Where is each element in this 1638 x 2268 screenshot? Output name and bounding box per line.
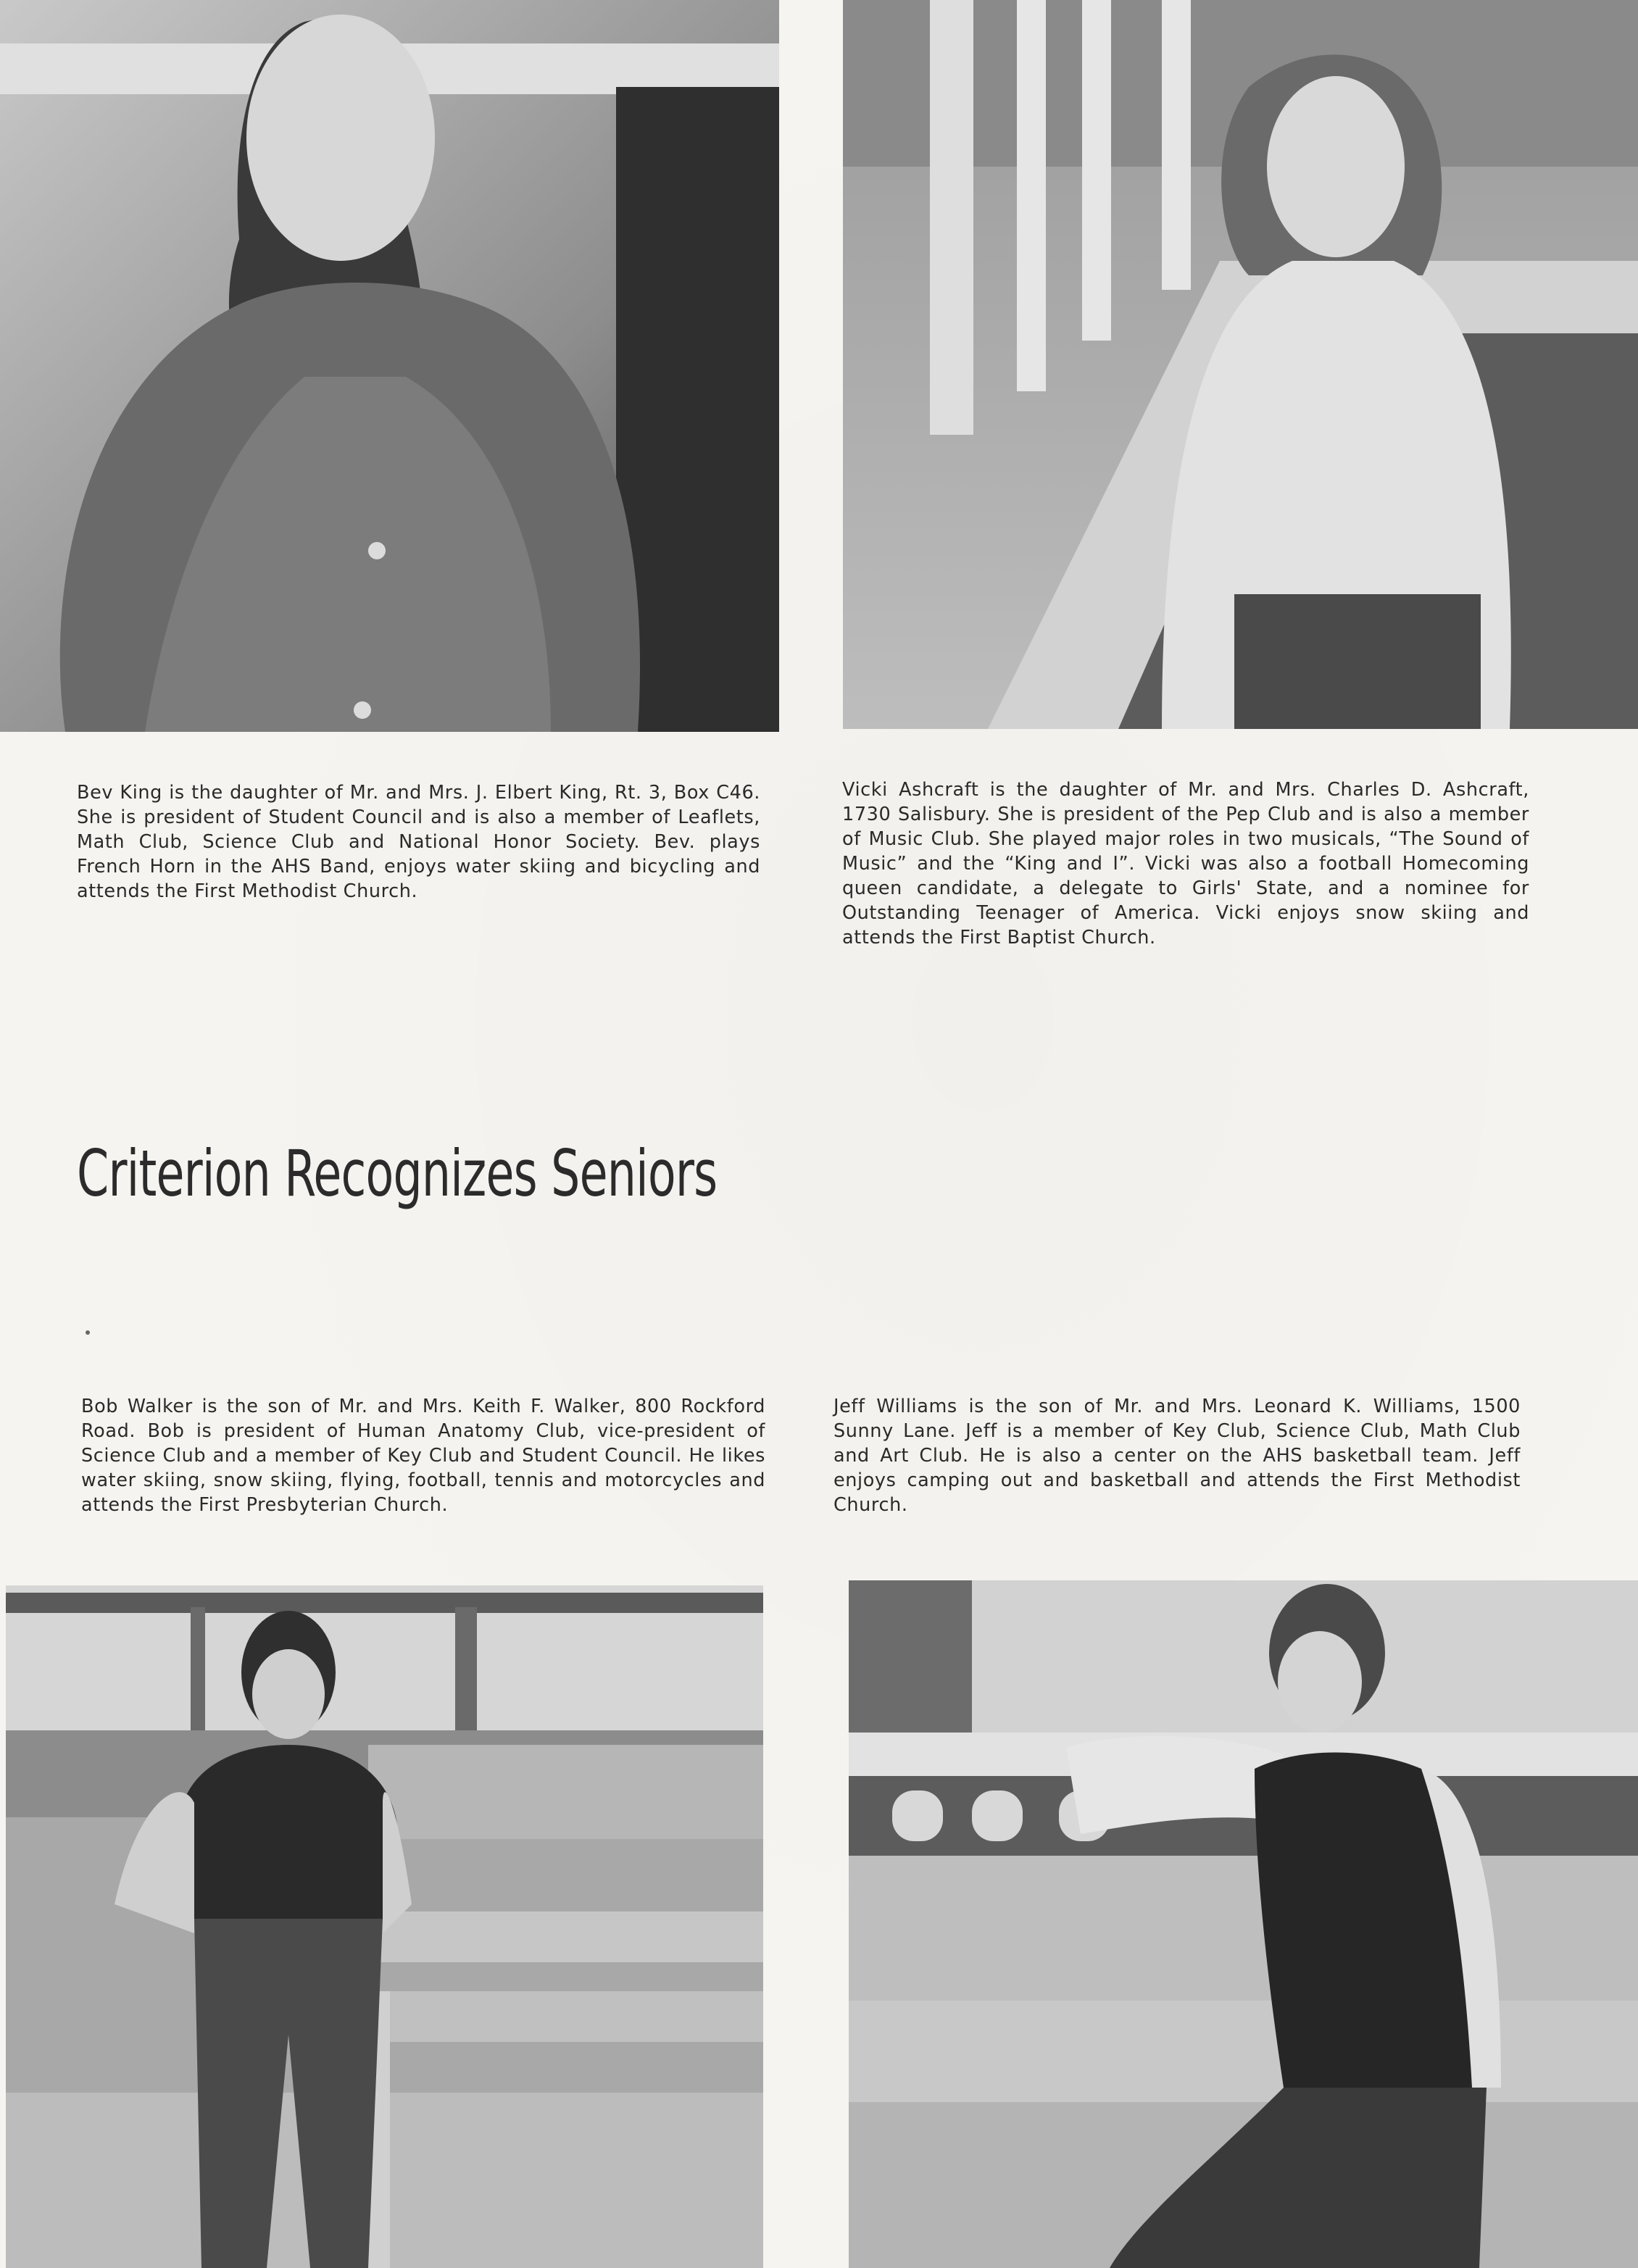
caption-jeff-williams: Jeff Williams is the son of Mr. and Mrs. Leonard K. Williams, 1500 Sunny Lane. Jeff is a member of Key Club, Science Club, Math Club and Art Club. He is also a center on the AHS basketball team. Jeff enjoys camping out and basketball and attends the First Methodist Church. — [833, 1396, 1521, 1516]
photo-vicki-ashcraft — [843, 0, 1638, 729]
caption-bob-walker: Bob Walker is the son of Mr. and Mrs. Keith F. Walker, 800 Rockford Road. Bob is president of Human Anatomy Club, vice-president of Science Club and a member of Key Club and Student Council. He likes water skiing, snow skiing, flying, football, tennis and motorcycles and attends the First Presbyterian Church. — [81, 1396, 765, 1516]
photo-bob-walker — [6, 1585, 763, 2268]
caption-vicki-ashcraft: Vicki Ashcraft is the daughter of Mr. and Mrs. Charles D. Ashcraft, 1730 Salisbury. She is president of the Pep Club and is also a member of Music Club. She played major roles in two musicals, “The Sound of Music” and the “King and I”. Vicki was also a football Homecoming queen candidate, a delegate to Girls' State, and a nominee for Outstanding Teenager of America. Vicki enjoys snow skiing and attends the First Baptist Church. — [842, 779, 1529, 949]
caption-bev-king: Bev King is the daughter of Mr. and Mrs. J. Elbert King, Rt. 3, Box C46. She is president of Student Council and is also a member of Leaflets, Math Club, Science Club and National Honor Society. Bev. plays French Horn in the AHS Band, enjoys water skiing and bicycling and attends the First Methodist Church. — [77, 782, 760, 902]
photo-jeff-williams-image — [849, 1580, 1638, 2268]
print-speck — [86, 1330, 90, 1335]
photo-vicki-ashcraft-image — [843, 0, 1638, 729]
photo-jeff-williams — [849, 1580, 1638, 2268]
photo-bev-king-image — [0, 0, 779, 732]
page-title: Criterion Recognizes Seniors — [77, 1136, 718, 1211]
photo-bev-king — [0, 0, 779, 732]
photo-bob-walker-image — [6, 1585, 763, 2268]
